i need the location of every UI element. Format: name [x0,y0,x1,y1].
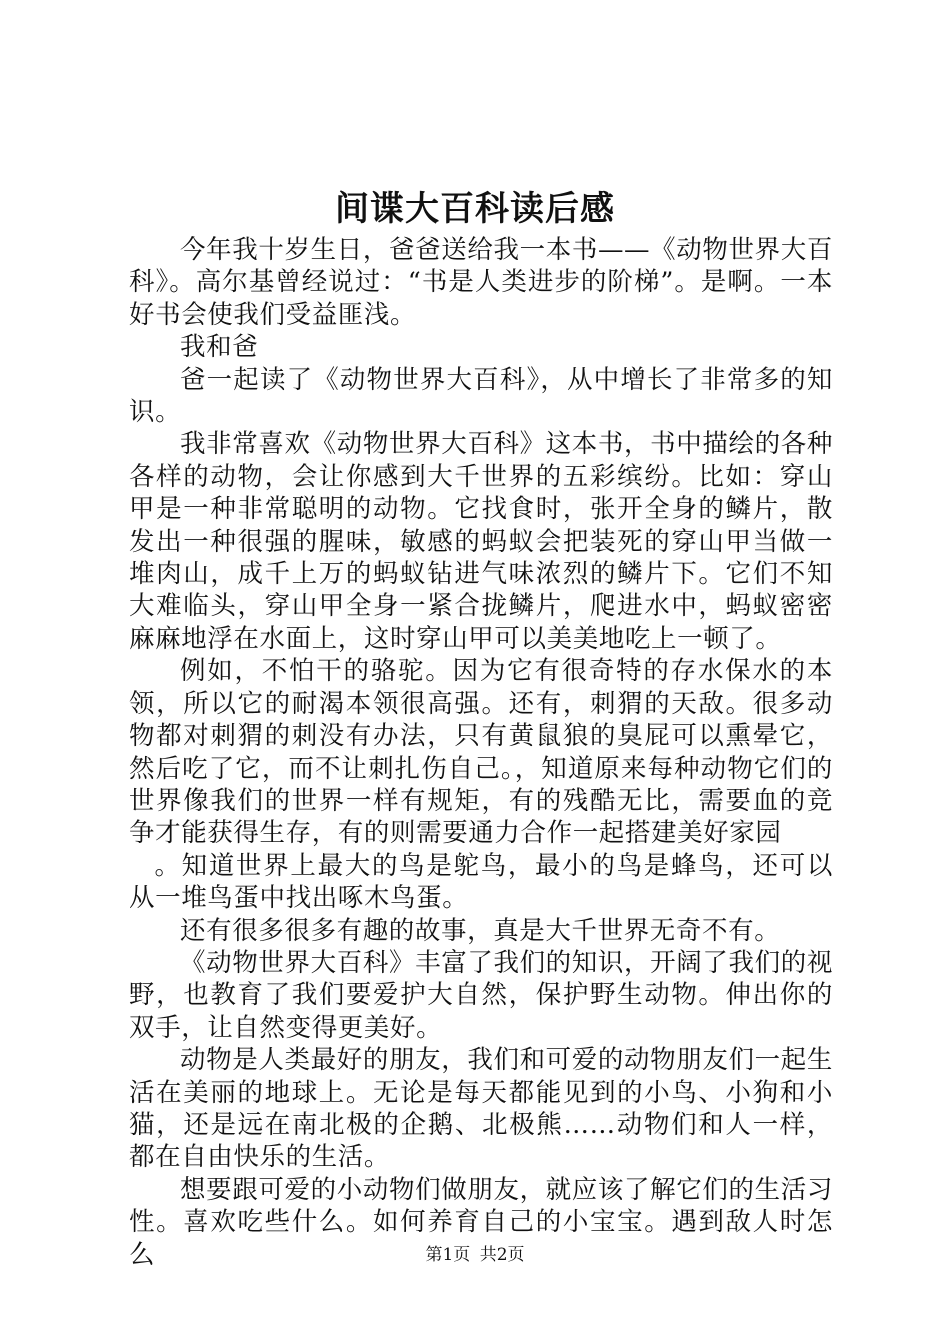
paragraph: 还有很多很多有趣的故事，真是大千世界无奇不有。 [180,915,781,946]
paragraph: 我和爸 [180,332,259,363]
paragraph: 《动物世界大百科》丰富了我们的知识，开阔了我们的视野，也教育了我们要爱护大自然，保护野生动物。伸出你的双手，让自然变得更美好。 [129,947,833,1043]
article-body [129,234,833,1271]
paragraph: 。知道世界上最大的鸟是鸵鸟，最小的鸟是蜂鸟，还可以从一堆鸟蛋中找出啄木鸟蛋。 [129,850,833,914]
paragraph: 爸一起读了《动物世界大百科》，从中增长了非常多的知识。 [129,364,833,428]
paragraph: 动物是人类最好的朋友，我们和可爱的动物朋友们一起生活在美丽的地球上。无论是每天都能见到的小鸟、小狗和小猫，还是远在南北极的企鹅、北极熊……动物们和人一样，都在自由快乐的生活。 [129,1045,833,1173]
paragraph: 想要跟可爱的小动物们做朋友，就应该了解它们的生活习性。喜欢吃些什么。如何养育自己的小宝宝。遇到敌人时怎么 [129,1174,833,1270]
page-total: 共2页 [479,1245,525,1265]
page-footer [0,1243,950,1267]
paragraph: 例如，不怕干的骆驼。因为它有很奇特的存水保水的本领，所以它的耐渴本领很高强。还有，刺猬的天敌。很多动物都对刺猬的刺没有办法，只有黄鼠狼的臭屁可以熏晕它，然后吃了它，而不让刺扎伤自己。，知道原来每种动物它们的世界像我们的世界一样有规矩，有的残酷无比，需要血的竞争才能获得生存，有的则需要通力合作一起搭建美好家园 [129,656,833,849]
paragraph: 我非常喜欢《动物世界大百科》这本书，书中描绘的各种各样的动物，会让你感到大千世界的五彩缤纷。比如：穿山甲是一种非常聪明的动物。它找食时，张开全身的鳞片，散发出一种很强的腥味，敏感的蚂蚁会把装死的穿山甲当做一堆肉山，成千上万的蚂蚁钻进气味浓烈的鳞片下。它们不知大难临头，穿山甲全身一紧合拢鳞片，爬进水中，蚂蚁密密麻麻地浮在水面上，这时穿山甲可以美美地吃上一顿了。 [129,429,833,654]
page-title: 间谍大百科读后感 [335,189,615,229]
paragraph: 今年我十岁生日，爸爸送给我一本书——《动物世界大百科》。高尔基曾经说过：“书是人类进步的阶梯”。是啊。一本好书会使我们受益匪浅。 [129,235,833,330]
page-number: 第1页 [425,1245,471,1265]
